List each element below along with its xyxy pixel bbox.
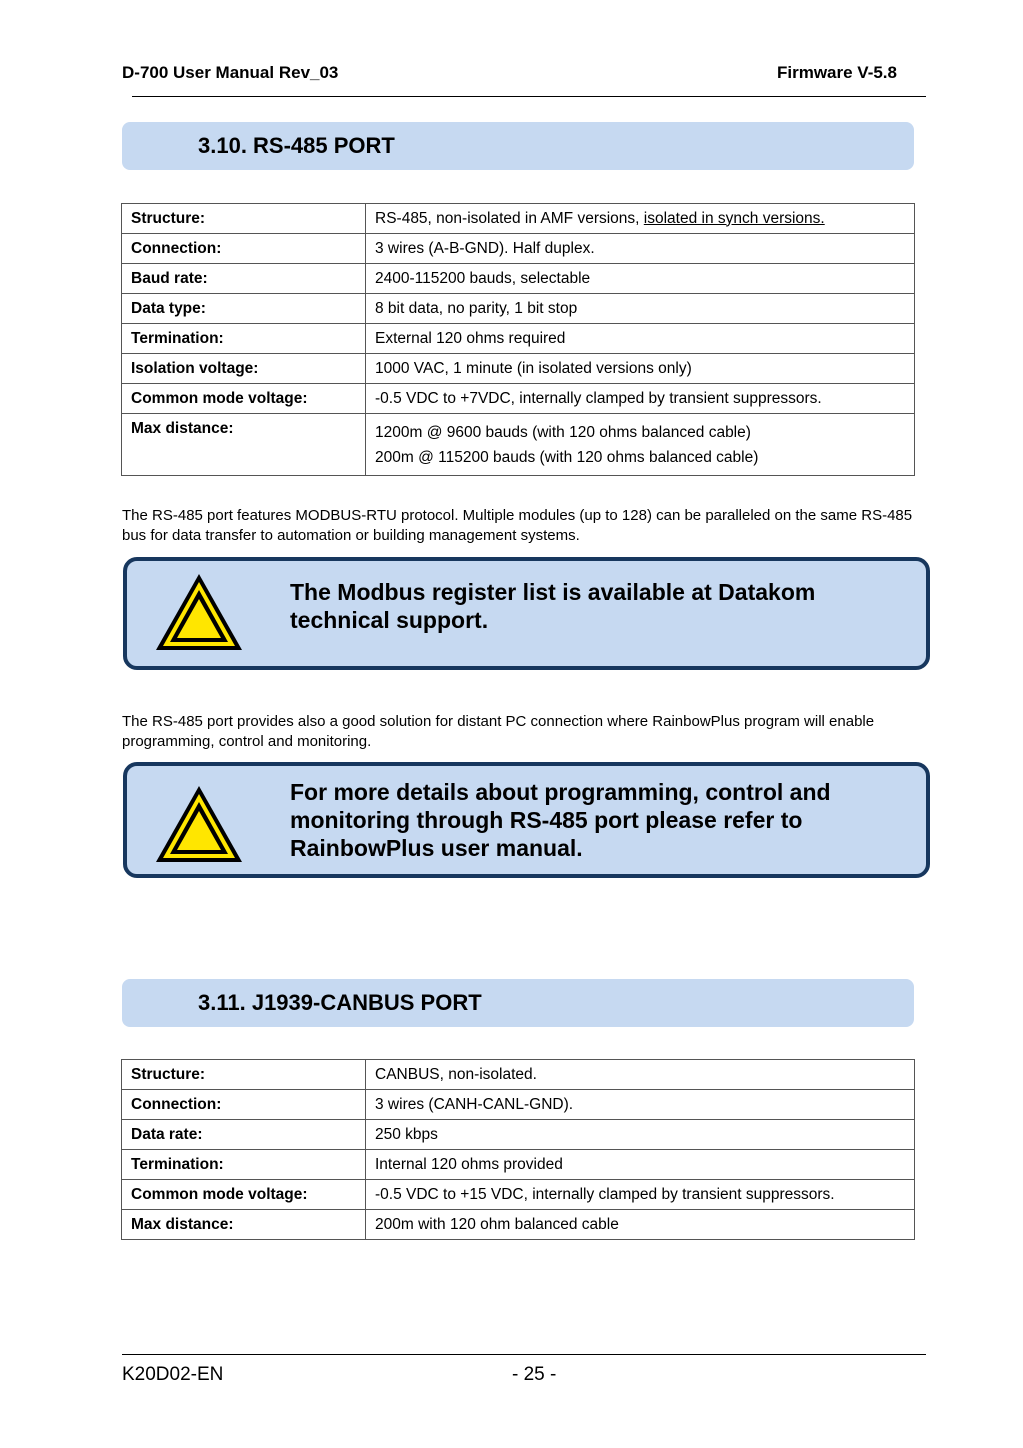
note-line: RainbowPlus user manual.	[290, 835, 583, 861]
spec-label: Termination:	[122, 324, 366, 354]
table-row	[122, 1120, 915, 1150]
spec-value: 8 bit data, no parity, 1 bit stop	[366, 294, 915, 324]
section-title: 3.10. RS-485 PORT	[198, 133, 395, 158]
spec-value: 250 kbps	[366, 1120, 915, 1150]
spec-label: Structure:	[122, 1060, 366, 1090]
spec-value-line: 200m @ 115200 bauds (with 120 ohms balanced cable)	[375, 449, 759, 466]
header-firmware-version: Firmware V-5.8	[776, 63, 897, 82]
spec-label: Baud rate:	[122, 264, 366, 294]
spec-value: CANBUS, non-isolated.	[366, 1060, 915, 1090]
body-paragraph: The RS-485 port features MODBUS-RTU protocol. Multiple modules (up to 128) can be paralleled on the same RS-485 bus for data transfer to automation or building management systems.	[122, 507, 913, 544]
spec-value: -0.5 VDC to +7VDC, internally clamped by transient suppressors.	[366, 384, 915, 414]
spec-value: -0.5 VDC to +15 VDC, internally clamped by transient suppressors.	[366, 1180, 915, 1210]
spec-label: Connection:	[122, 1090, 366, 1120]
spec-value-line: 1200m @ 9600 bauds (with 120 ohms balanced cable)	[375, 424, 751, 441]
spec-label: Max distance:	[122, 1210, 366, 1240]
section-banner-canbus	[122, 979, 914, 1027]
spec-value-underlined: isolated in synch versions.	[643, 209, 825, 227]
spec-label: Common mode voltage:	[122, 1180, 366, 1210]
table-row	[122, 1060, 915, 1090]
table-row	[122, 354, 915, 384]
footer-divider	[122, 1354, 926, 1355]
spec-label: Data type:	[122, 294, 366, 324]
spec-value: External 120 ohms required	[366, 324, 915, 354]
table-row	[122, 204, 915, 234]
table-row	[122, 1210, 915, 1240]
table-row	[122, 294, 915, 324]
page-number: - 25 -	[512, 1364, 557, 1385]
table-row	[122, 414, 915, 476]
table-row	[122, 1150, 915, 1180]
section-banner-rs485	[122, 122, 914, 170]
warning-icon	[154, 572, 244, 652]
note-line: For more details about programming, control and	[290, 779, 831, 805]
rs485-spec-table	[121, 203, 915, 476]
table-row	[122, 264, 915, 294]
header-divider	[132, 96, 926, 97]
warning-icon	[154, 784, 244, 864]
header-document-title: D-700 User Manual Rev_03	[122, 63, 339, 82]
note-line: technical support.	[290, 607, 489, 633]
spec-label: Common mode voltage:	[122, 384, 366, 414]
note-text	[290, 578, 890, 634]
note-box	[123, 762, 930, 878]
table-row	[122, 384, 915, 414]
footer-document-code: K20D02-EN	[122, 1364, 224, 1385]
spec-value: 2400-115200 bauds, selectable	[366, 264, 915, 294]
body-paragraph: The RS-485 port provides also a good solution for distant PC connection where RainbowPlus program will enable programming, control and monitoring.	[122, 713, 875, 750]
table-row	[122, 234, 915, 264]
spec-label: Data rate:	[122, 1120, 366, 1150]
spec-label: Structure:	[122, 204, 366, 234]
spec-value: 1000 VAC, 1 minute (in isolated versions only)	[366, 354, 915, 384]
table-row	[122, 324, 915, 354]
spec-label: Connection:	[122, 234, 366, 264]
spec-label: Isolation voltage:	[122, 354, 366, 384]
note-line: The Modbus register list is available at Datakom	[290, 579, 816, 605]
canbus-spec-table	[121, 1059, 915, 1240]
section-title: 3.11. J1939-CANBUS PORT	[198, 990, 482, 1015]
spec-label: Termination:	[122, 1150, 366, 1180]
table-row	[122, 1180, 915, 1210]
spec-value	[366, 414, 915, 476]
spec-label: Max distance:	[122, 414, 366, 476]
table-row	[122, 1090, 915, 1120]
note-line: monitoring through RS-485 port please refer to	[290, 807, 803, 833]
spec-value: 200m with 120 ohm balanced cable	[366, 1210, 915, 1240]
spec-value: 3 wires (A-B-GND). Half duplex.	[366, 234, 915, 264]
spec-value: Internal 120 ohms provided	[366, 1150, 915, 1180]
note-box	[123, 557, 930, 670]
note-text	[290, 778, 890, 862]
spec-value: RS-485, non-isolated in AMF versions, isolated in synch versions.	[366, 204, 915, 234]
spec-value: 3 wires (CANH-CANL-GND).	[366, 1090, 915, 1120]
